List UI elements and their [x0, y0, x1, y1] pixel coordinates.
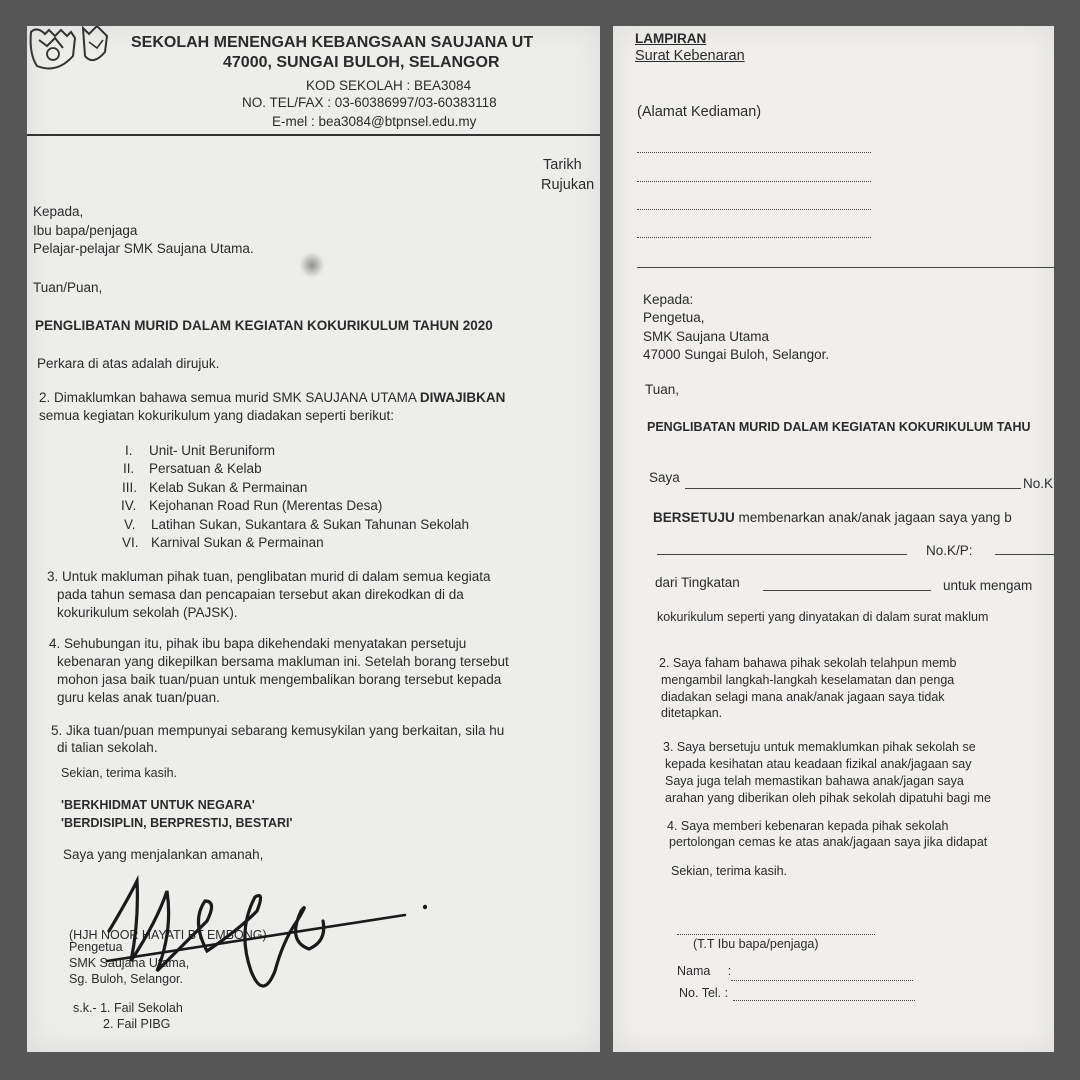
school-letter-page — [27, 26, 600, 1052]
letter-subject: PENGLIBATAN MURID DALAM KEGIATAN KOKURIKULUM TAHUN 2020 — [35, 318, 493, 333]
home-address-label: (Alamat Kediaman) — [637, 104, 762, 120]
header-divider — [27, 134, 600, 136]
school-phone: NO. TEL/FAX : 03-60386997/03-60383118 — [242, 95, 497, 110]
form-label: dari Tingkatan — [655, 575, 740, 590]
to-line: SMK Saujana Utama — [643, 329, 770, 344]
school-code: KOD SEKOLAH : BEA3084 — [306, 78, 472, 93]
paragraph-4-line: guru kelas anak tuan/puan. — [57, 690, 220, 705]
to-line: 47000 Sungai Buloh, Selangor. — [643, 347, 830, 362]
motto-line: 'BERDISIPLIN, BERPRESTIJ, BESTARI' — [61, 816, 293, 830]
annex-title: LAMPIRAN — [635, 31, 707, 46]
activity-item: Kejohanan Road Run (Merentas Desa) — [149, 498, 383, 513]
parent-name-label: Nama : — [677, 964, 732, 978]
child-name-blank[interactable] — [657, 554, 907, 555]
child-ic-blank[interactable] — [995, 554, 1054, 555]
address-divider — [637, 267, 1054, 268]
form-paragraph-2-line: diadakan selagi mana anak/anak jagaan saya tidak — [661, 690, 945, 704]
parent-phone-label: No. Tel. : — [679, 986, 729, 1000]
paragraph-3-line: kokurikulum sekolah (PAJSK). — [57, 605, 238, 620]
activity-number: VI. — [122, 535, 139, 550]
activity-item: Kelab Sukan & Permainan — [149, 480, 308, 495]
form-subject: PENGLIBATAN MURID DALAM KEGIATAN KOKURIKULUM TAHU — [647, 420, 1031, 434]
activity-item: Latihan Sukan, Sukantara & Sukan Tahunan Sekolah — [151, 517, 469, 532]
form-paragraph-2-line: 2. Saya faham bahawa pihak sekolah telahpun memb — [659, 656, 957, 670]
paragraph-5-line: di talian sekolah. — [57, 740, 158, 755]
to-line: Pengetua, — [643, 310, 705, 325]
recipient-line: Kepada, — [33, 204, 84, 219]
address-blank[interactable] — [637, 237, 871, 238]
form-paragraph-4-line: pertolongan cemas ke atas anak/jagaan saya jika didapat — [669, 835, 988, 849]
name-blank[interactable] — [685, 488, 1021, 489]
ink-smudge — [299, 252, 325, 278]
activity-item: Unit- Unit Beruniform — [149, 443, 276, 458]
child-ic-label: No.K/P: — [926, 543, 973, 558]
trust-line: Saya yang menjalankan amanah, — [63, 847, 264, 862]
attend-text: untuk mengam — [943, 578, 1033, 593]
consent-form-page — [613, 26, 1054, 1052]
to-line: Kepada: — [643, 292, 694, 307]
address-blank[interactable] — [637, 181, 871, 182]
form-paragraph-3-line: kepada kesihatan atau keadaan fizikal anak/jagaan say — [665, 757, 972, 771]
signatory-name: (HJH NOOR HAYATI BT EMBONG) — [69, 928, 267, 942]
annex-subtitle: Surat Kebenaran — [635, 48, 745, 64]
cc-line-2: 2. Fail PIBG — [103, 1017, 171, 1031]
signatory-place: Sg. Buloh, Selangor. — [69, 972, 183, 986]
form-blank[interactable] — [763, 590, 931, 591]
paragraph-1: Perkara di atas adalah dirujuk. — [37, 356, 220, 371]
school-name: SEKOLAH MENENGAH KEBANGSAAN SAUJANA UT — [131, 34, 534, 51]
paragraph-4-line: kebenaran yang dikepilkan bersama makluman ini. Setelah borang tersebut — [57, 654, 509, 669]
cc-line-1: s.k.- 1. Fail Sekolah — [73, 1001, 183, 1015]
cocurricular-line: kokurikulum seperti yang dinyatakan di dalam surat maklum — [657, 610, 989, 624]
form-closing: Sekian, terima kasih. — [671, 864, 788, 878]
paragraph-4-line: mohon jasa baik tuan/puan untuk mengembalikan borang tersebut kepada — [57, 672, 502, 687]
activity-item: Karnival Sukan & Permainan — [151, 535, 324, 550]
school-crest-logo — [27, 26, 111, 82]
parent-phone-blank[interactable] — [733, 1000, 915, 1001]
address-blank[interactable] — [637, 209, 871, 210]
reference-label: Rujukan — [541, 177, 595, 193]
agree-word: BERSETUJU — [653, 510, 735, 525]
form-paragraph-2-line: ditetapkan. — [661, 706, 723, 720]
paragraph-4-line: 4. Sehubungan itu, pihak ibu bapa dikehendaki menyatakan persetuju — [49, 636, 467, 651]
ic-number-label: No.K — [1023, 476, 1054, 491]
activity-item: Persatuan & Kelab — [149, 461, 262, 476]
form-paragraph-4-line: 4. Saya memberi kebenaran kepada pihak sekolah — [667, 819, 949, 833]
paragraph-2-text: 2. Dimaklumkan bahawa semua murid SMK SAUJANA UTAMA — [39, 390, 420, 405]
signatory-school: SMK Saujana Utama, — [69, 956, 190, 970]
salutation: Tuan/Puan, — [33, 280, 103, 295]
agree-line — [653, 510, 1012, 525]
recipient-line: Pelajar-pelajar SMK Saujana Utama. — [33, 241, 254, 256]
form-paragraph-3-line: arahan yang diberikan oleh pihak sekolah dipatuhi bagi me — [665, 791, 991, 805]
activity-number: I. — [125, 443, 133, 458]
activity-number: V. — [124, 517, 136, 532]
form-paragraph-3-line: 3. Saya bersetuju untuk memaklumkan pihak sekolah se — [663, 740, 976, 754]
paragraph-2-line-1 — [39, 390, 505, 405]
handwritten-signature — [87, 861, 427, 1011]
recipient-line: Ibu bapa/penjaga — [33, 223, 138, 238]
activity-number: II. — [123, 461, 135, 476]
mandatory-word: DIWAJIBKAN — [419, 390, 506, 405]
agree-text: membenarkan anak/anak jagaan saya yang b — [734, 510, 1012, 525]
paragraph-3-line: pada tahun semasa dan pencapaian tersebut akan direkodkan di da — [57, 587, 464, 602]
closing-line: Sekian, terima kasih. — [61, 766, 178, 780]
parent-signature-label: (T.T Ibu bapa/penjaga) — [693, 937, 819, 951]
school-email: E-mel : bea3084@btpnsel.edu.my — [272, 114, 477, 129]
activity-number: III. — [122, 480, 138, 495]
parent-name-blank[interactable] — [731, 980, 913, 981]
form-salutation: Tuan, — [645, 382, 680, 397]
parent-signature-blank[interactable] — [677, 934, 875, 935]
saya-label: Saya — [649, 470, 680, 485]
activity-number: IV. — [121, 498, 137, 513]
address-blank[interactable] — [637, 152, 871, 153]
motto-line: 'BERKHIDMAT UNTUK NEGARA' — [61, 798, 255, 812]
form-paragraph-3-line: Saya juga telah memastikan bahawa anak/jagan saya — [665, 774, 964, 788]
paragraph-3-line: 3. Untuk makluman pihak tuan, penglibatan murid di dalam semua kegiata — [47, 569, 491, 584]
school-address: 47000, SUNGAI BULOH, SELANGOR — [223, 54, 500, 71]
date-label: Tarikh — [543, 157, 582, 173]
paragraph-5-line: 5. Jika tuan/puan mempunyai sebarang kemusykilan yang berkaitan, sila hu — [51, 723, 505, 738]
signatory-title: Pengetua — [69, 940, 123, 954]
paragraph-2-line-2: semua kegiatan kokurikulum yang diadakan seperti berikut: — [39, 408, 394, 423]
form-paragraph-2-line: mengambil langkah-langkah keselamatan dan penga — [661, 673, 955, 687]
